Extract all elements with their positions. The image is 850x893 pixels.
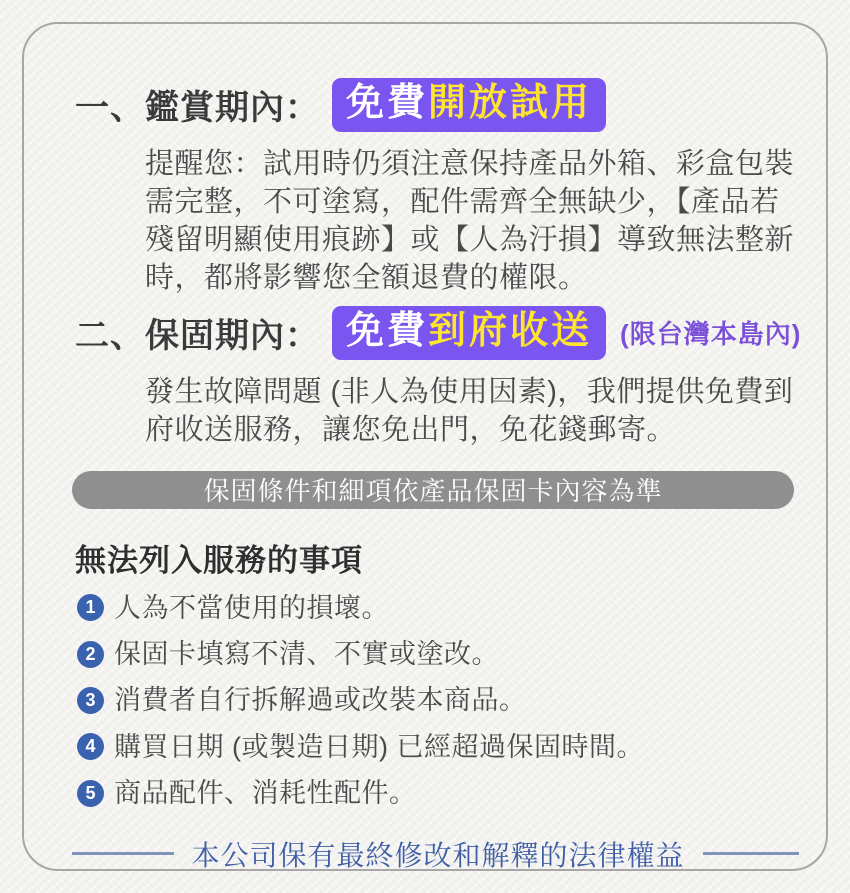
exclusion-item	[77, 592, 795, 624]
number-badge-5: 5	[77, 780, 104, 807]
exclusion-item	[77, 777, 795, 809]
paragraph-line: 需完整，不可塗寫，配件需齊全無缺少，【產品若	[145, 185, 780, 218]
warranty-terms-pill-banner	[72, 471, 794, 509]
exclusion-item-text: 人為不當使用的損壞。	[114, 592, 389, 623]
trial-badge-open-text: 開放試用	[428, 82, 593, 124]
number-badge-4: 4	[77, 733, 104, 760]
warranty-region-note: (限台灣本島內)	[620, 319, 802, 350]
number-badge-1: 1	[77, 594, 104, 621]
trial-paragraph	[145, 145, 795, 297]
paragraph-line: 時，都將影響您全額退費的權限。	[145, 261, 588, 294]
warranty-badge-pickup-text: 到府收送	[428, 309, 593, 352]
exclusion-item	[77, 684, 795, 716]
paragraph-line: 提醒您：試用時仍須注意保持產品外箱、彩盒包裝	[145, 147, 795, 180]
divider-dash-left	[72, 852, 174, 855]
exclusions-heading: 無法列入服務的事項	[75, 542, 363, 578]
footer-disclaimer-text: 本公司保有最終修改和解釋的法律權益	[191, 839, 685, 871]
trial-highlight-badge	[332, 78, 606, 132]
warranty-paragraph	[145, 373, 795, 449]
warranty-highlight-badge	[332, 306, 606, 360]
exclusion-item-text: 消費者自行拆解過或改裝本商品。	[114, 685, 527, 716]
warranty-section-heading	[75, 306, 802, 360]
exclusion-item-text: 購買日期 (或製造日期) 已經超過保固時間。	[114, 731, 644, 762]
trial-heading-text: 一、鑑賞期內：	[75, 89, 320, 128]
number-badge-3: 3	[77, 687, 104, 714]
exclusion-item	[77, 731, 795, 763]
pill-banner-text: 保固條件和細項依產品保固卡內容為準	[203, 476, 663, 507]
paragraph-line: 發生故障問題 (非人為使用因素)，我們提供免費到	[145, 375, 794, 408]
paragraph-line: 府收送服務，讓您免出門，免花錢郵寄。	[145, 413, 677, 446]
warranty-heading-text: 二、保固期內：	[75, 317, 320, 356]
exclusion-item	[77, 638, 795, 670]
warranty-badge-free-text: 免費	[346, 309, 429, 352]
exclusion-item-text: 保固卡填寫不清、不實或塗改。	[114, 638, 499, 669]
footer-disclaimer	[75, 834, 795, 874]
exclusion-item-text: 商品配件、消耗性配件。	[114, 778, 417, 809]
trial-badge-free-text: 免費	[346, 82, 429, 124]
divider-dash-right	[703, 852, 799, 855]
trial-section-heading	[75, 78, 795, 132]
exclusions-list	[75, 592, 795, 810]
number-badge-2: 2	[77, 641, 104, 668]
paragraph-line: 殘留明顯使用痕跡】或【人為汙損】導致無法整新	[145, 223, 795, 256]
